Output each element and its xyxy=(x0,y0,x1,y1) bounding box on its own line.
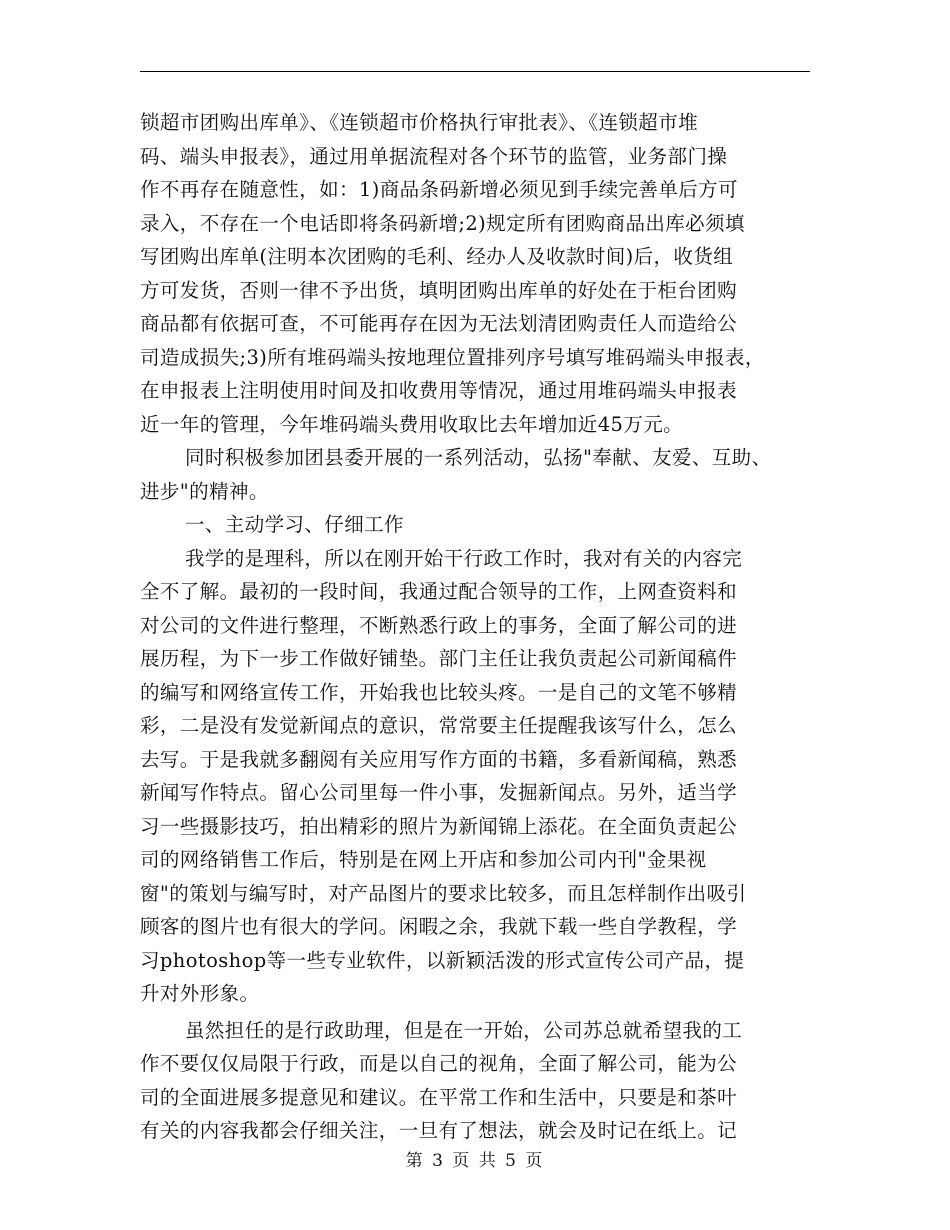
text-line: 的编写和网络宣传工作，开始我也比较头疼。一是自己的文笔不够精 xyxy=(140,680,738,704)
text-line: 司的网络销售工作后，特别是在网上开店和参加公司内刊"金果视 xyxy=(140,848,707,871)
text-line: 进步"的精神。 xyxy=(140,479,269,503)
text-line: 司造成损失;3)所有堆码端头按地理位置排列序号填写堆码端头申报表， xyxy=(140,345,765,369)
text-line: 全不了解。最初的一段时间，我通过配合领导的工作，上网查资料和 xyxy=(140,580,738,603)
text-line: 写团购出库单(注明本次团购的毛利、经办人及收款时间)后，收货组 xyxy=(140,245,734,268)
text-line: 窗"的策划与编写时，对产品图片的要求比较多，而且怎样制作出吸引 xyxy=(140,881,747,905)
text-line: 有关的内容我都会仔细关注，一旦有了想法，就会及时记在纸上。记 xyxy=(140,1119,738,1142)
text-line: 升对外形象。 xyxy=(140,982,260,1005)
text-line: 新闻写作特点。留心公司里每一件小事，发掘新闻点。另外，适当学 xyxy=(140,781,738,804)
text-line: 商品都有依据可查，不可能再存在因为无法划清团购责任人而造给公 xyxy=(140,312,738,335)
text-line: 去写。于是我就多翻阅有关应用写作方面的书籍，多看新闻稿，熟悉 xyxy=(140,747,738,771)
text-line: 彩，二是没有发觉新闻点的意识，常常要主任提醒我该写什么，怎么 xyxy=(140,714,738,737)
text-line: 录入，不存在一个电话即将条码新增;2)规定所有团购商品出库必须填 xyxy=(140,211,745,235)
text-line: 我学的是理科，所以在刚开始干行政工作时，我对有关的内容完 xyxy=(185,546,743,570)
text-line: 顾客的图片也有很大的学问。闲暇之余，我就下载一些自学教程，学 xyxy=(140,915,738,938)
text-line: 习一些摄影技巧，拍出精彩的照片为新闻锦上添花。在全面负责起公 xyxy=(140,814,738,838)
text-line: 虽然担任的是行政助理，但是在一开始，公司苏总就希望我的工 xyxy=(185,1018,743,1042)
text-line: 同时积极参加团县委开展的一系列活动，弘扬"奉献、友爱、互助、 xyxy=(185,446,772,469)
text-line: 对公司的文件进行整理，不断熟悉行政上的事务，全面了解公司的进 xyxy=(140,613,738,637)
text-line: 展历程，为下一步工作做好铺垫。部门主任让我负责起公司新闻稿件 xyxy=(140,647,738,670)
text-line: 司的全面进展多提意见和建议。在平常工作和生活中，只要是和茶叶 xyxy=(140,1085,738,1109)
text-line: 作不要仅仅局限于行政，而是以自己的视角，全面了解公司，能为公 xyxy=(140,1052,738,1075)
text-line: 在申报表上注明使用时间及扣收费用等情况，通过用堆码端头申报表 xyxy=(140,379,738,402)
text-line: 作不再存在随意性，如：1)商品条码新增必须见到手续完善单后方可 xyxy=(140,178,738,201)
document-body xyxy=(140,106,820,1148)
text-line: 方可发货，否则一律不予出货，填明团购出库单的好处在于柜台团购 xyxy=(140,278,738,302)
text-line: 一、主动学习、仔细工作 xyxy=(185,513,404,536)
text-line: 码、端头申报表》，通过用单据流程对各个环节的监管，业务部门操 xyxy=(140,144,728,168)
text-line: 习photoshop等一些专业软件，以新颖活泼的形式宣传公司产品，提 xyxy=(140,948,745,972)
header-rule xyxy=(140,71,810,72)
text-line: 锁超市团购出库单》、《连锁超市价格执行审批表》、《连锁超市堆 xyxy=(140,111,699,134)
text-line: 近一年的管理，今年堆码端头费用收取比去年增加近45万元。 xyxy=(140,412,684,436)
page-footer: 第 3 页 共 5 页 xyxy=(405,1151,545,1171)
